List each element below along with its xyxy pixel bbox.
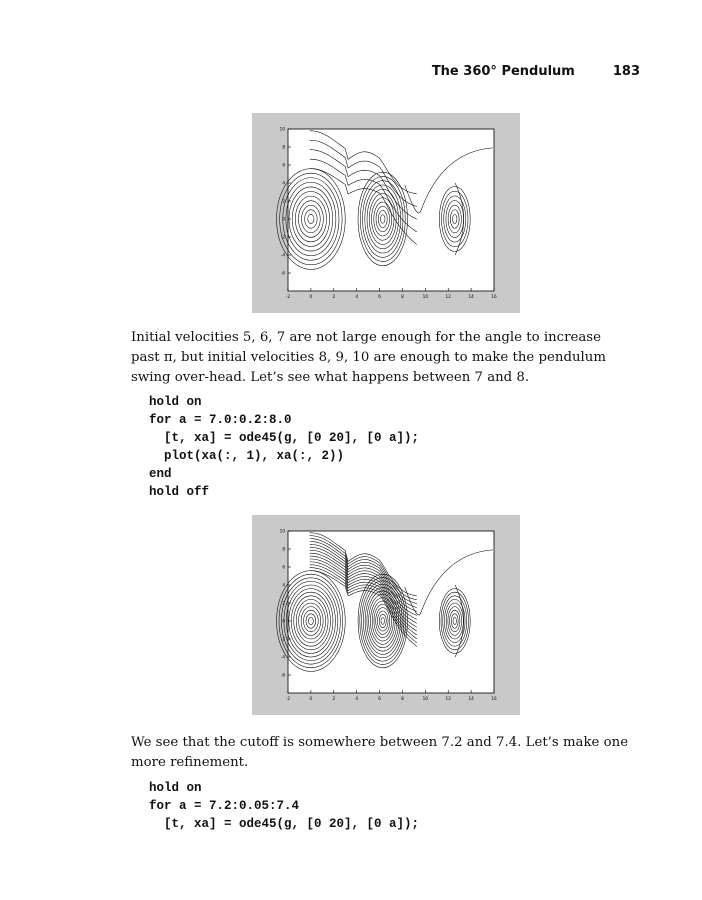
code-block-2 [149,779,419,833]
code-line: for a = 7.2:0.05:7.4 [149,799,300,813]
code-line: [t, xa] = ode45(g, [0 20], [0 a]); [149,817,420,831]
y-tick-label: -6 [280,270,285,276]
x-tick-label: 2 [332,696,336,701]
y-tick-label: 4 [282,180,285,186]
running-head [432,64,640,79]
x-tick-label: 4 [355,696,359,701]
paragraph-2: We see that the cutoff is somewhere between 7.2 and 7.4. Let’s make one more refinement. [131,735,629,770]
phase-plot-1 [252,113,520,313]
x-tick-label: 6 [378,696,381,701]
code-line: for a = 7.0:0.2:8.0 [149,413,292,427]
y-tick-label: -2 [280,234,285,240]
x-tick-label: 0 [309,294,313,299]
y-tick-label: 0 [282,618,285,624]
y-tick-label: 6 [282,564,285,570]
x-tick-label: 10 [422,294,429,299]
y-tick-label: -4 [280,654,285,660]
code-line: [t, xa] = ode45(g, [0 20], [0 a]); [149,431,420,445]
phase-plot-2 [252,515,520,715]
x-tick-label: 12 [445,696,451,701]
y-tick-label: 8 [282,546,285,552]
code-line: hold on [149,395,202,409]
code-block-1 [149,393,419,501]
phase-plot-figure-2 [252,515,520,715]
y-tick-label: -6 [280,672,285,678]
x-tick-label: -2 [285,696,291,701]
x-tick-label: 8 [401,696,404,701]
x-tick-label: 16 [491,294,497,299]
code-line: hold off [149,485,210,499]
x-tick-label: 10 [422,696,429,701]
x-tick-label: 8 [401,294,404,299]
y-tick-label: -2 [280,636,285,642]
y-tick-label: 4 [282,582,285,588]
x-tick-label: 6 [378,294,381,299]
y-tick-label: 0 [282,216,285,222]
x-tick-label: 14 [468,696,474,701]
y-tick-label: 8 [282,144,285,150]
x-tick-label: 2 [332,294,336,299]
phase-plot-figure-1 [252,113,520,313]
code-line: end [149,467,172,481]
chapter-title: The 360° Pendulum [431,64,575,79]
code-line: hold on [149,781,202,795]
x-tick-label: 16 [491,696,497,701]
y-tick-label: -4 [280,252,285,258]
y-tick-label: 10 [279,126,285,132]
code-line: plot(xa(:, 1), xa(:, 2)) [149,449,345,463]
page-number: 183 [612,64,640,79]
y-tick-label: 6 [282,162,285,168]
y-tick-label: 2 [282,198,285,204]
x-tick-label: -2 [285,294,291,299]
paragraph-1: Initial velocities 5, 6, 7 are not large enough for the angle to increase past π, but initial velocities 8, 9, 10 are enough to make the pendulum swing over-head. Let’s see what happens between 7 and 8. [131,330,606,385]
x-tick-label: 12 [445,294,451,299]
x-tick-label: 14 [468,294,474,299]
x-tick-label: 4 [355,294,359,299]
y-tick-label: 10 [279,528,285,534]
x-tick-label: 0 [309,696,313,701]
y-tick-label: 2 [282,600,285,606]
